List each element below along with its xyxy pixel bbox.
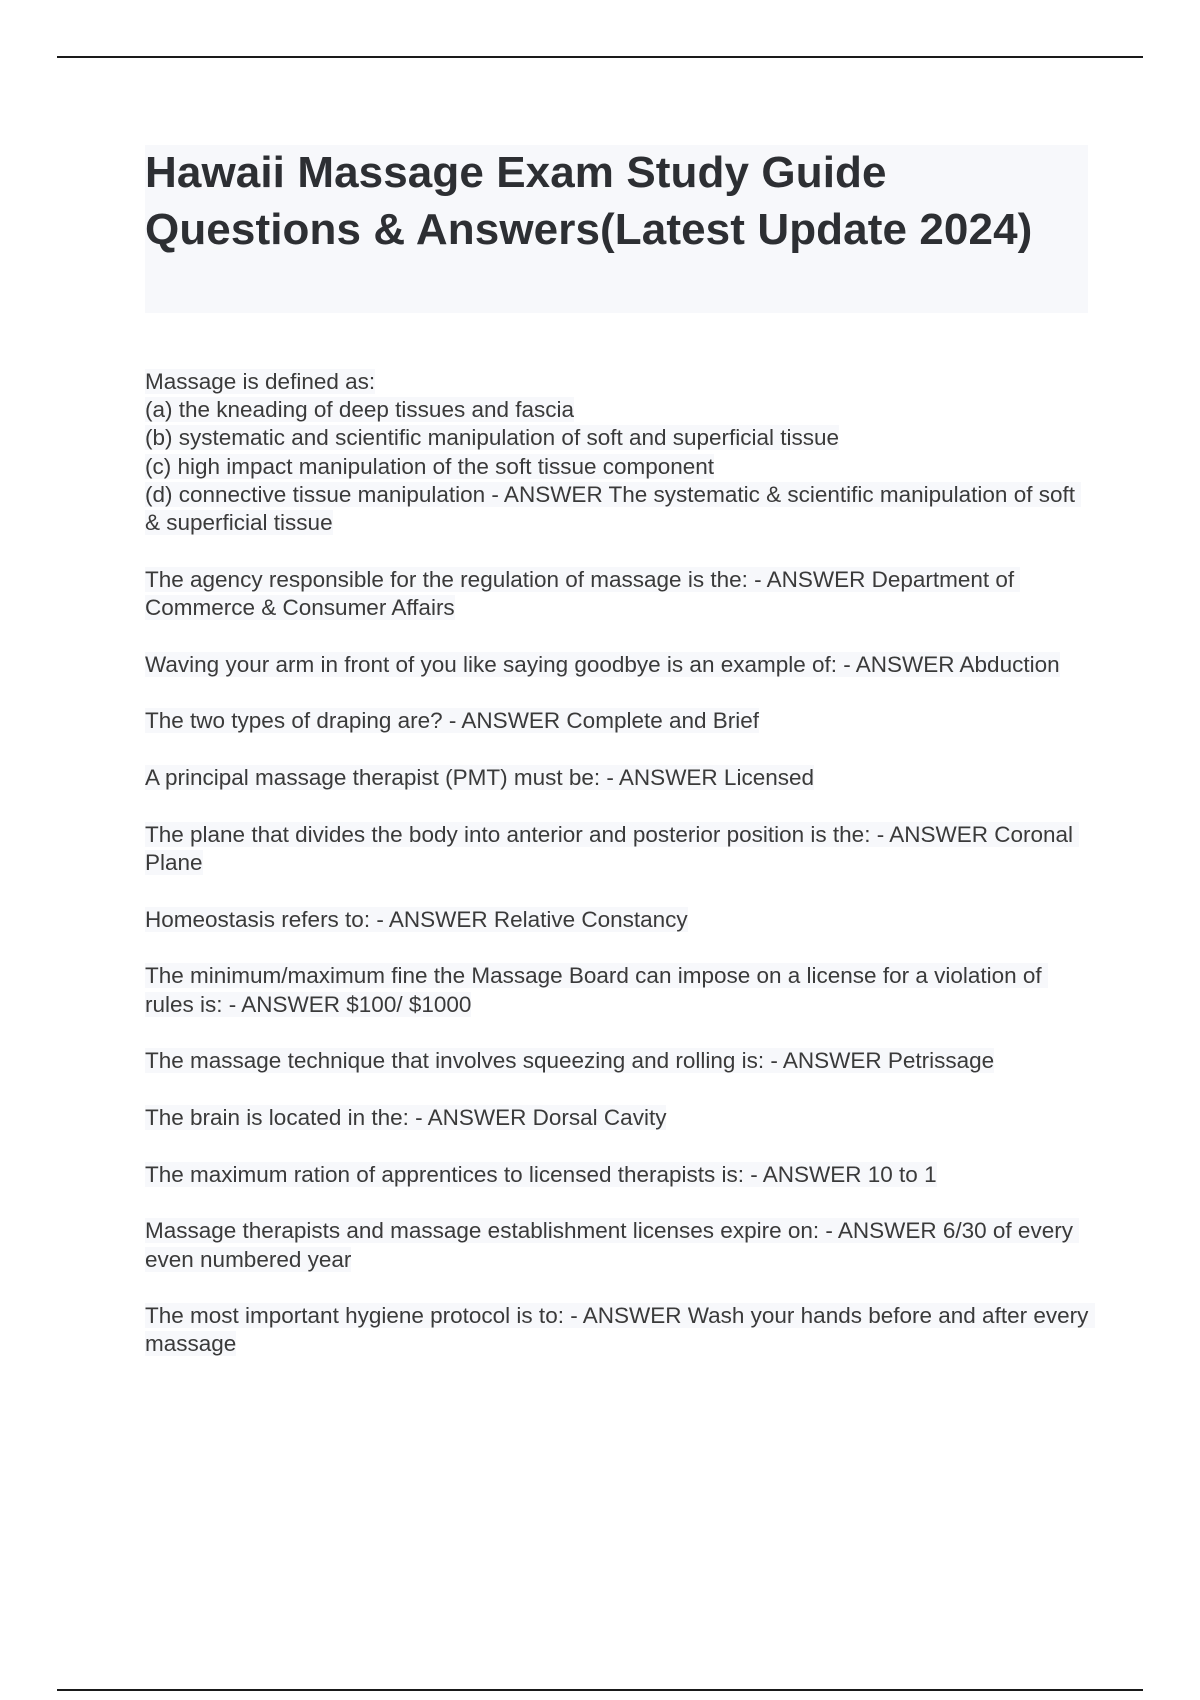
qa-entry bbox=[145, 566, 1095, 622]
qa-entry bbox=[145, 1047, 1095, 1075]
qa-line bbox=[145, 424, 1095, 452]
qa-text: Waving your arm in front of you like saying goodbye is an example of: - ANSWER Abduction bbox=[145, 651, 1060, 677]
qa-line bbox=[145, 651, 1095, 679]
qa-entry bbox=[145, 962, 1095, 1018]
qa-text: The minimum/maximum fine the Massage Board can impose on a license for a violation of rules is: - ANSWER $100/ $1000 bbox=[145, 963, 1048, 1017]
qa-line bbox=[145, 821, 1095, 877]
qa-entry bbox=[145, 764, 1095, 792]
qa-text: The agency responsible for the regulation of massage is the: - ANSWER Department of Commerce & Consumer Affairs bbox=[145, 566, 1021, 620]
qa-line bbox=[145, 396, 1095, 424]
qa-line bbox=[145, 1302, 1095, 1358]
qa-line bbox=[145, 481, 1095, 537]
qa-text: (c) high impact manipulation of the soft tissue component bbox=[145, 453, 715, 479]
qa-text: Homeostasis refers to: - ANSWER Relative Constancy bbox=[145, 906, 688, 932]
qa-entry bbox=[145, 707, 1095, 735]
qa-entry bbox=[145, 1161, 1095, 1189]
qa-entry bbox=[145, 1104, 1095, 1132]
qa-text: The maximum ration of apprentices to licensed therapists is: - ANSWER 10 to 1 bbox=[145, 1161, 937, 1187]
qa-text: The massage technique that involves squeezing and rolling is: - ANSWER Petrissage bbox=[145, 1048, 995, 1074]
qa-line bbox=[145, 707, 1095, 735]
qa-text: Massage is defined as: bbox=[145, 369, 376, 394]
qa-entry bbox=[145, 1302, 1095, 1358]
qa-line bbox=[145, 453, 1095, 481]
qa-text: (a) the kneading of deep tissues and fascia bbox=[145, 397, 575, 423]
qa-list bbox=[145, 368, 1095, 1387]
bottom-divider bbox=[57, 1689, 1143, 1691]
qa-line bbox=[145, 368, 1095, 396]
qa-text: The plane that divides the body into anterior and posterior position is the: - ANSWER Coronal Plane bbox=[145, 821, 1080, 875]
qa-line bbox=[145, 764, 1095, 792]
qa-text: The most important hygiene protocol is to: - ANSWER Wash your hands before and after every massage bbox=[145, 1303, 1095, 1357]
qa-entry bbox=[145, 368, 1095, 537]
top-divider bbox=[57, 56, 1143, 58]
qa-entry bbox=[145, 651, 1095, 679]
qa-text: The two types of draping are? - ANSWER Complete and Brief bbox=[145, 708, 760, 734]
qa-line bbox=[145, 906, 1095, 934]
qa-line bbox=[145, 1217, 1095, 1273]
qa-entry bbox=[145, 821, 1095, 877]
qa-text: (d) connective tissue manipulation - ANSWER The systematic & scientific manipulation of soft & superficial tissue bbox=[145, 481, 1082, 536]
qa-entry bbox=[145, 1217, 1095, 1273]
title-block bbox=[145, 145, 1088, 313]
qa-entry bbox=[145, 906, 1095, 934]
qa-line bbox=[145, 1104, 1095, 1132]
qa-text: The brain is located in the: - ANSWER Dorsal Cavity bbox=[145, 1104, 667, 1130]
qa-line bbox=[145, 962, 1095, 1018]
document-title: Hawaii Massage Exam Study Guide Questions & Answers(Latest Update 2024) bbox=[145, 148, 1033, 254]
qa-line bbox=[145, 1161, 1095, 1189]
qa-text: (b) systematic and scientific manipulation of soft and superficial tissue bbox=[145, 425, 840, 451]
qa-line bbox=[145, 1047, 1095, 1075]
qa-text: Massage therapists and massage establishment licenses expire on: - ANSWER 6/30 of every even numbered year bbox=[145, 1218, 1080, 1272]
qa-text: A principal massage therapist (PMT) must be: - ANSWER Licensed bbox=[145, 765, 815, 791]
qa-line bbox=[145, 566, 1095, 622]
